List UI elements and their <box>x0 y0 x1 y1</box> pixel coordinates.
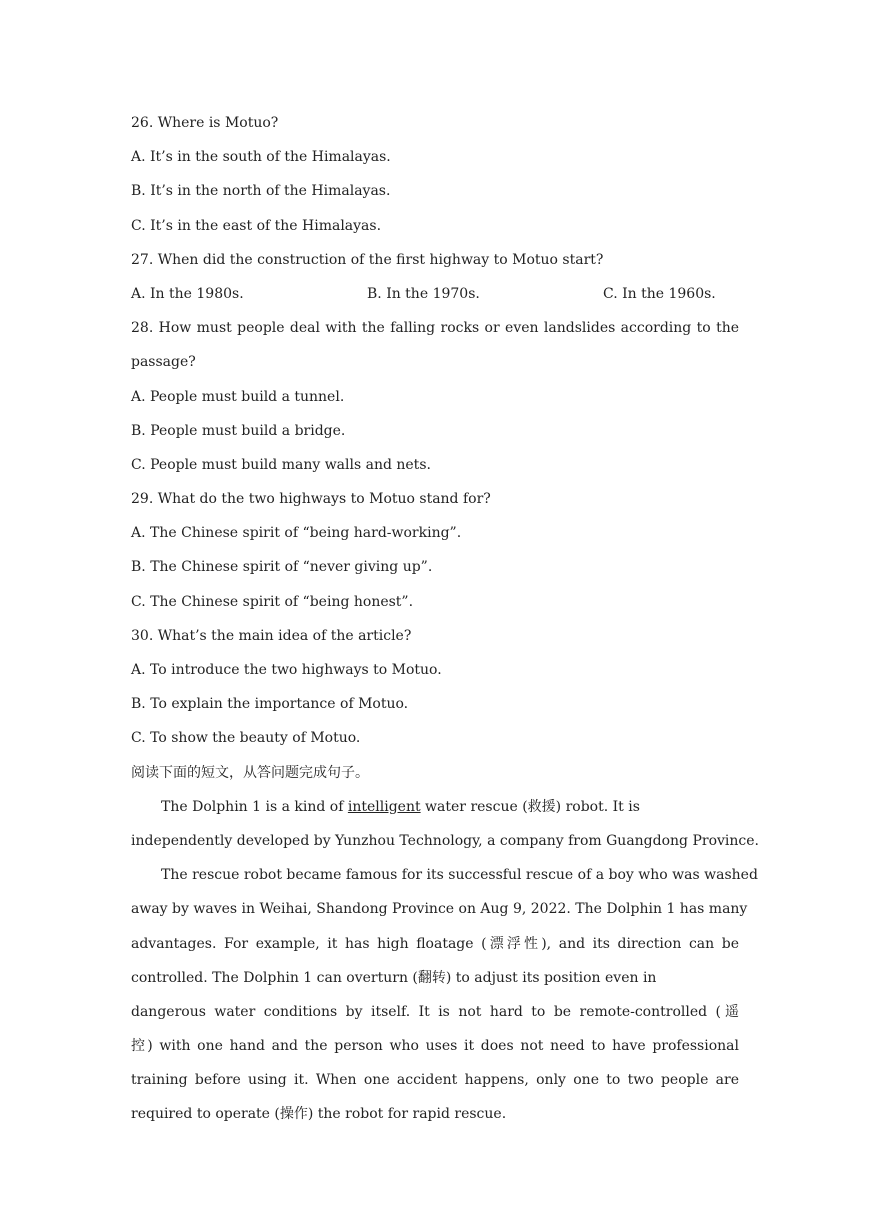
section-instruction: 阅读下面的短文，从答问题完成句子。 <box>131 764 369 781</box>
passage-p2-line: required to operate (操作) the robot for rapid rescue. <box>131 1106 507 1123</box>
passage-p2-line: training before using it. When one accident happens, only one to two people are <box>131 1072 739 1089</box>
question-29-option-b: B. The Chinese spirit of “never giving up”. <box>131 559 433 576</box>
question-30-option-c: C. To show the beauty of Motuo. <box>131 730 361 747</box>
passage-p1-line-2: independently developed by Yunzhou Technology, a company from Guangdong Province. <box>131 832 759 849</box>
passage-p1-text-before: The Dolphin 1 is a kind of <box>161 798 348 815</box>
question-28-stem-line-2: passage? <box>131 354 196 371</box>
passage-p2-line: 控) with one hand and the person who uses it does not need to have professional <box>131 1038 739 1055</box>
underlined-word: intelligent <box>347 798 421 815</box>
question-27-option-a: A. In the 1980s. <box>131 285 244 302</box>
passage-p2-line: dangerous water conditions by itself. It is not hard to be remote-controlled (遥 <box>131 1003 739 1020</box>
question-28-option-a: A. People must build a tunnel. <box>131 388 345 405</box>
question-27-stem: 27. When did the construction of the first highway to Motuo start? <box>131 251 604 268</box>
document-body <box>131 106 759 1132</box>
question-29-stem: 29. What do the two highways to Motuo stand for? <box>131 491 491 508</box>
question-27-option-b: B. In the 1970s. <box>367 285 480 302</box>
passage-p2-line: The rescue robot became famous for its successful rescue of a boy who was washed <box>161 867 758 884</box>
question-26-option-a: A. It’s in the south of the Himalayas. <box>131 149 391 166</box>
passage-p1-text-after: water rescue (救援) robot. It is <box>420 798 640 815</box>
question-30-option-b: B. To explain the importance of Motuo. <box>131 696 409 713</box>
passage-p2-line: controlled. The Dolphin 1 can overturn (翻转) to adjust its position even in <box>131 969 657 986</box>
passage-p1-line-1 <box>131 790 739 824</box>
question-27-options <box>131 277 739 311</box>
question-27-option-c: C. In the 1960s. <box>603 285 716 302</box>
question-29-option-c: C. The Chinese spirit of “being honest”. <box>131 593 414 610</box>
passage-p2-line: away by waves in Weihai, Shandong Province on Aug 9, 2022. The Dolphin 1 has many <box>131 901 748 918</box>
question-29-option-a: A. The Chinese spirit of “being hard-working”. <box>131 525 462 542</box>
question-30-option-a: A. To introduce the two highways to Motuo. <box>131 662 442 678</box>
question-28-stem-line-1: 28. How must people deal with the falling rocks or even landslides according to the <box>131 320 739 337</box>
question-30-stem: 30. What’s the main idea of the article? <box>131 627 412 644</box>
question-28-option-b: B. People must build a bridge. <box>131 422 346 439</box>
passage-p2-line: advantages. For example, it has high floatage (漂浮性), and its direction can be <box>131 935 739 952</box>
question-28-option-c: C. People must build many walls and nets. <box>131 456 431 473</box>
question-26-option-b: B. It’s in the north of the Himalayas. <box>131 183 391 200</box>
question-26-stem: 26. Where is Motuo? <box>131 115 279 131</box>
question-26-option-c: C. It’s in the east of the Himalayas. <box>131 217 382 234</box>
